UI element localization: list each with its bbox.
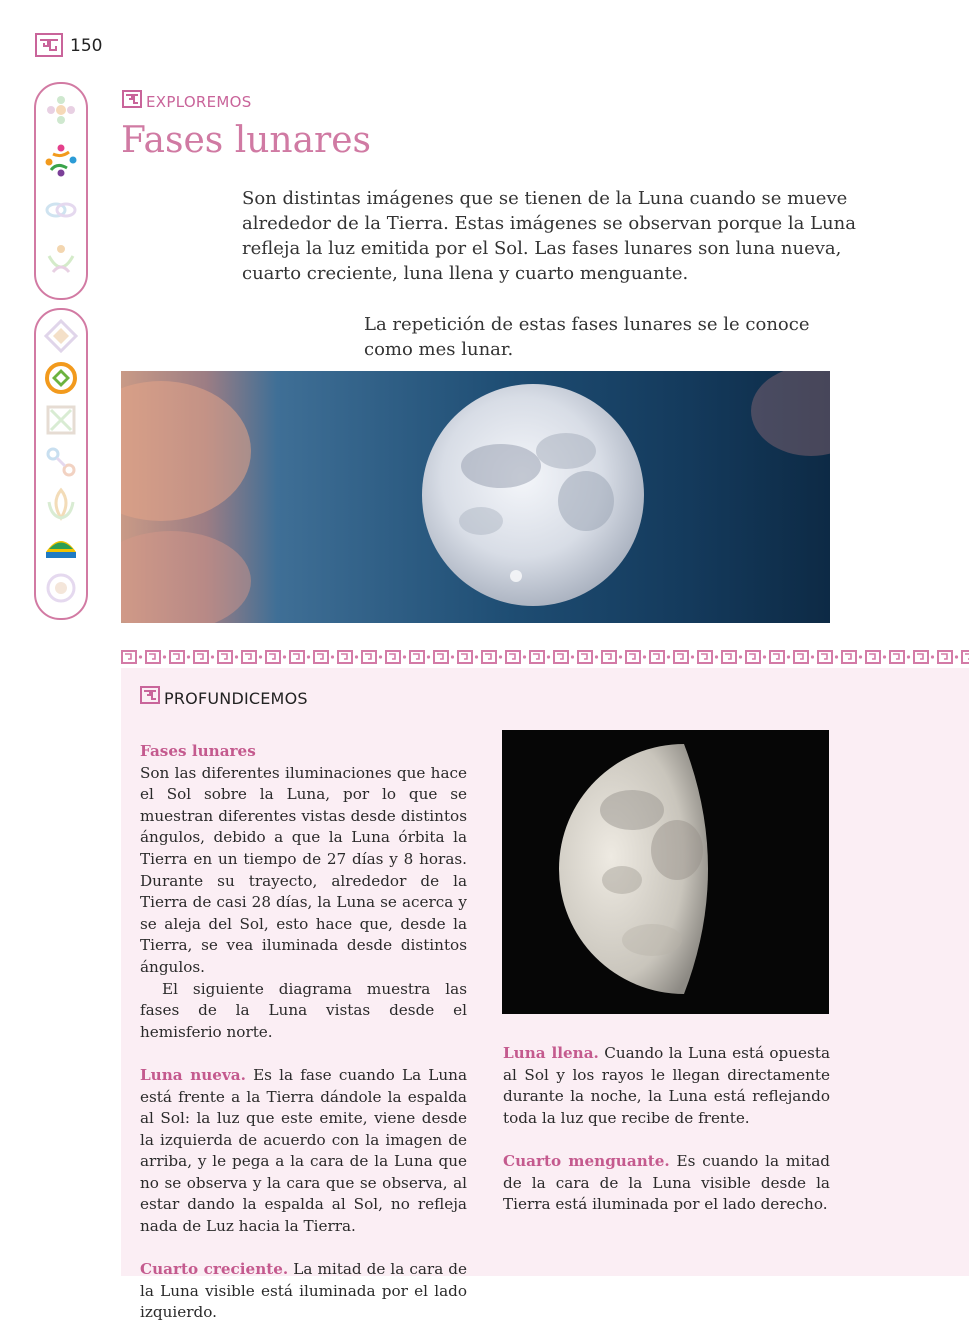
- people-circle-icon: [43, 142, 79, 178]
- profundicemos-ornament-icon: [140, 686, 160, 704]
- cuarto-menguante-text: Es cuando la mitad de la cara de la Luna visible desde la Tierra está iluminada por el lado derecho.: [503, 1151, 830, 1214]
- ring-orange-green-icon: [43, 360, 79, 396]
- body-paragraph-2: El siguiente diagrama muestra las fases de la Luna vistas desde el hemisferio norte.: [140, 979, 467, 1041]
- full-moon-photo: [121, 371, 830, 623]
- diamond-pale-icon: [43, 318, 79, 354]
- leaf-people-pale-icon: [43, 242, 79, 278]
- page-number: 150: [70, 36, 103, 56]
- dome-color-icon: [43, 528, 79, 564]
- luna-nueva-title: Luna nueva.: [140, 1065, 246, 1084]
- exploremos-ornament-icon: [122, 90, 142, 108]
- body-paragraph-1: Son las diferentes iluminaciones que hace el Sol sobre la Luna, por lo que se muestran diferentes vistas desde distintos ángulos, debido a que la Luna órbita la Tierra en un tiempo de 27 días y 8 horas. Durante su trayecto, alrededor de la Tierra de casi 28 días, la Luna se acerca y se aleja del Sol, esto hace que, desde la Tierra, se vea iluminada desde distintos ángulos.: [140, 763, 467, 976]
- cuarto-creciente-title: Cuarto creciente.: [140, 1260, 289, 1279]
- lunar-month-paragraph: La repetición de estas fases lunares se le conoce como mes lunar.: [364, 314, 810, 360]
- section-heading: Fases lunares: [140, 742, 256, 760]
- link-pale-icon: [43, 192, 79, 228]
- luna-llena-text: Cuando la Luna está opuesta al Sol y los rayos le llegan directamente durante la noche, la Luna está reflejando toda la luz que recibe de frente.: [503, 1044, 830, 1127]
- cuarto-creciente-paragraph: [140, 1259, 467, 1324]
- lotus-pale-icon: [43, 486, 79, 522]
- side-nav-group-1: [34, 82, 88, 300]
- scissors-pale-icon: [43, 444, 79, 480]
- circle-pale-icon: [43, 570, 79, 606]
- hourglass-pale-icon: [43, 402, 79, 438]
- luna-nueva-text: Es la fase cuando La Luna está frente a la Tierra dándole la espalda al Sol: la luz que este emite, viene desde la izquierda de acuerdo con la imagen de arriba, y le pega a la cara de la Luna que no se observa y la cara que se observa, al estar dando la espalda al Sol, no refleja nada de Luz hacia la Tierra.: [140, 1065, 467, 1236]
- half-moon-photo: [502, 730, 829, 1014]
- intro-paragraph: Son distintas imágenes que se tienen de la Luna cuando se mueve alrededor de la Tierra. Estas imágenes se observan porque la Luna refleja la luz emitida por el Sol. Las fases lunares son luna nueva, cuarto creciente, luna llena y cuarto menguante.: [242, 188, 856, 284]
- cuarto-creciente-text: La mitad de la cara de la Luna visible está iluminada por el lado izquierdo.: [140, 1260, 467, 1322]
- decorative-border: [121, 648, 969, 666]
- profundicemos-label: PROFUNDICEMOS: [164, 689, 308, 708]
- right-column: [503, 1043, 830, 1216]
- side-nav-group-2: [34, 308, 88, 620]
- page-ornament-icon: [34, 32, 64, 58]
- left-column: [140, 741, 467, 1324]
- page-title: Fases lunares: [121, 120, 372, 161]
- luna-llena-paragraph: [503, 1043, 830, 1129]
- luna-llena-title: Luna llena.: [503, 1044, 599, 1062]
- cuarto-menguante-title: Cuarto menguante.: [503, 1151, 670, 1170]
- exploremos-label: EXPLOREMOS: [146, 93, 252, 111]
- luna-nueva-paragraph: [140, 1065, 467, 1238]
- cuarto-menguante-paragraph: [503, 1151, 830, 1216]
- flower-pale-icon: [43, 92, 79, 128]
